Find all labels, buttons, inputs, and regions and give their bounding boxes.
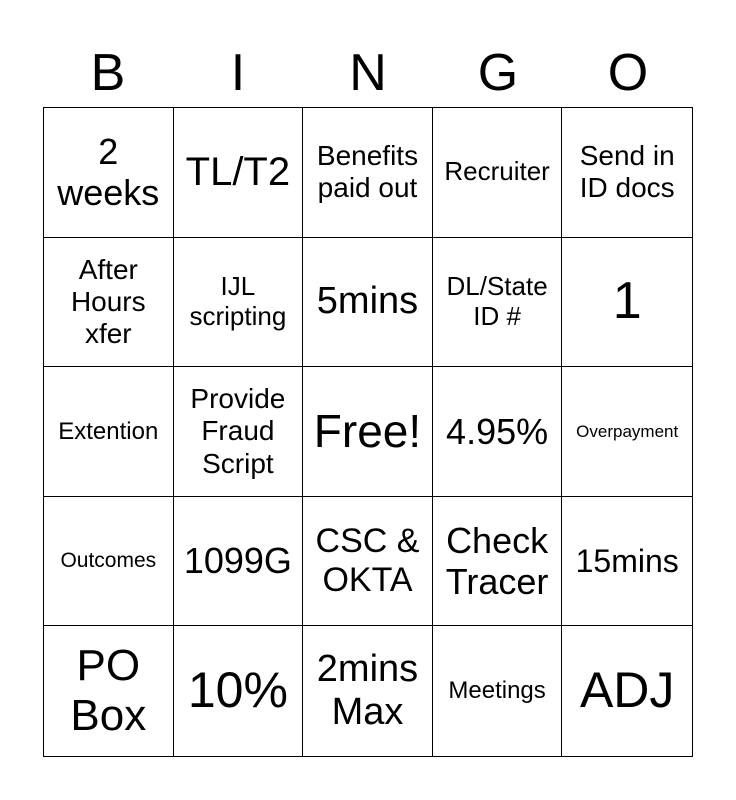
- bingo-header: [43, 40, 693, 106]
- bingo-cell[interactable]: [433, 108, 563, 238]
- bingo-board: [43, 107, 693, 757]
- bingo-cell[interactable]: [44, 626, 174, 756]
- bingo-cell[interactable]: [174, 238, 304, 368]
- cell-label: ADJ: [579, 662, 675, 719]
- bingo-cell[interactable]: [562, 238, 692, 368]
- cell-label: Outcomes: [60, 549, 157, 573]
- cell-label: Provide Fraud Script: [190, 383, 286, 479]
- cell-label: IJL scripting: [189, 271, 287, 331]
- cell-label: Benefits paid out: [316, 140, 419, 204]
- bingo-cell[interactable]: [433, 238, 563, 368]
- header-letter-i: I: [230, 44, 246, 102]
- cell-label: 10%: [187, 662, 288, 719]
- bingo-cell[interactable]: [562, 497, 692, 627]
- cell-label: Meetings: [448, 677, 546, 705]
- cell-label: 2mins Max: [316, 647, 419, 734]
- bingo-cell[interactable]: [44, 367, 174, 497]
- cell-label: 5mins: [316, 280, 419, 323]
- bingo-cell[interactable]: [174, 497, 304, 627]
- cell-label: CSC & OKTA: [315, 522, 420, 600]
- bingo-cell[interactable]: [44, 497, 174, 627]
- bingo-cell[interactable]: [174, 367, 304, 497]
- cell-label: 4.95%: [446, 410, 549, 452]
- cell-label: Check Tracer: [445, 519, 549, 603]
- cell-label: 1: [612, 271, 642, 330]
- cell-label: Send in ID docs: [579, 140, 675, 204]
- bingo-cell[interactable]: [562, 108, 692, 238]
- bingo-cell[interactable]: [562, 367, 692, 497]
- cell-label: 2 weeks: [57, 130, 160, 214]
- cell-label: TL/T2: [185, 150, 291, 195]
- cell-label: DL/State ID #: [446, 271, 548, 331]
- cell-label: Overpayment: [576, 421, 679, 441]
- bingo-cell[interactable]: [303, 626, 433, 756]
- bingo-cell[interactable]: [433, 367, 563, 497]
- cell-label: Extention: [58, 417, 159, 445]
- cell-label: 1099G: [183, 540, 292, 582]
- header-letter-n: N: [349, 44, 387, 102]
- bingo-cell[interactable]: [44, 108, 174, 238]
- header-letter-o: O: [607, 44, 649, 102]
- bingo-cell[interactable]: [44, 238, 174, 368]
- bingo-cell[interactable]: [562, 626, 692, 756]
- bingo-cell[interactable]: [303, 238, 433, 368]
- bingo-cell[interactable]: [303, 108, 433, 238]
- header-letter-b: B: [90, 44, 126, 102]
- cell-label: 15mins: [575, 542, 679, 579]
- bingo-cell[interactable]: [303, 497, 433, 627]
- bingo-cell[interactable]: [433, 626, 563, 756]
- cell-label: Recruiter: [444, 156, 550, 187]
- cell-label: Free!: [313, 405, 422, 458]
- header-letter-g: G: [477, 44, 519, 102]
- bingo-cell[interactable]: [433, 497, 563, 627]
- bingo-cell[interactable]: [174, 108, 304, 238]
- bingo-cell[interactable]: [174, 626, 304, 756]
- cell-label: After Hours xfer: [70, 253, 146, 349]
- bingo-cell-free[interactable]: [303, 367, 433, 497]
- cell-label: PO Box: [70, 640, 147, 741]
